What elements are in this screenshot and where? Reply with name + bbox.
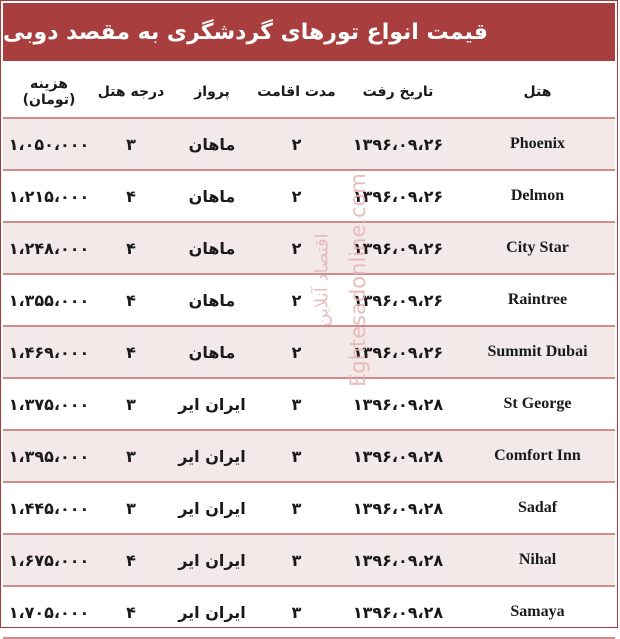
cell-stars: ۴: [95, 222, 167, 274]
cell-cost: ۱،۲۱۵،۰۰۰: [3, 170, 95, 222]
cell-stars: ۳: [95, 482, 167, 534]
cell-date: ۱۳۹۶،۰۹،۲۸: [336, 586, 460, 638]
cell-date: ۱۳۹۶،۰۹،۲۶: [336, 326, 460, 378]
table-row: [3, 378, 615, 430]
cell-stay: ۲: [257, 326, 336, 378]
cell-cost: ۱،۷۰۵،۰۰۰: [3, 586, 95, 638]
cell-stay: ۳: [257, 430, 336, 482]
cell-date: ۱۳۹۶،۰۹،۲۸: [336, 378, 460, 430]
cell-date: ۱۳۹۶،۰۹،۲۸: [336, 534, 460, 586]
cell-flight: ماهان: [167, 222, 257, 274]
cell-stay: ۲: [257, 274, 336, 326]
cell-cost: ۱،۳۷۵،۰۰۰: [3, 378, 95, 430]
watermark-english: Eghtesadonline.com: [346, 173, 370, 387]
cell-flight: ماهان: [167, 118, 257, 170]
cell-date: ۱۳۹۶،۰۹،۲۸: [336, 430, 460, 482]
cell-hotel: St George: [460, 378, 615, 430]
cell-hotel: Comfort Inn: [460, 430, 615, 482]
page-title: قیمت انواع تورهای گردشگری به مقصد دوبی: [3, 3, 615, 61]
cell-cost: ۱،۲۴۸،۰۰۰: [3, 222, 95, 274]
table-row: [3, 222, 615, 274]
price-table: [3, 67, 615, 639]
table-row: [3, 586, 615, 638]
cell-stay: ۳: [257, 534, 336, 586]
header-cost: هزینه (تومان): [3, 67, 95, 118]
cell-flight: ایران ایر: [167, 586, 257, 638]
header-hotel: هتل: [460, 67, 615, 118]
cell-stay: ۳: [257, 378, 336, 430]
table-row: [3, 482, 615, 534]
cell-stars: ۴: [95, 534, 167, 586]
cell-stars: ۳: [95, 378, 167, 430]
table-row: [3, 274, 615, 326]
cell-cost: ۱،۳۵۵،۰۰۰: [3, 274, 95, 326]
cell-date: ۱۳۹۶،۰۹،۲۶: [336, 118, 460, 170]
table-row: [3, 118, 615, 170]
header-flight: پرواز: [167, 67, 257, 118]
cell-cost: ۱،۶۷۵،۰۰۰: [3, 534, 95, 586]
cell-date: ۱۳۹۶،۰۹،۲۶: [336, 222, 460, 274]
cell-hotel: City Star: [460, 222, 615, 274]
cell-flight: ایران ایر: [167, 430, 257, 482]
cell-hotel: Raintree: [460, 274, 615, 326]
cell-hotel: Delmon: [460, 170, 615, 222]
table-row: [3, 170, 615, 222]
cell-cost: ۱،۳۹۵،۰۰۰: [3, 430, 95, 482]
cell-flight: ماهان: [167, 326, 257, 378]
cell-stars: ۴: [95, 326, 167, 378]
header-row: [3, 67, 615, 118]
table-row: [3, 326, 615, 378]
cell-date: ۱۳۹۶،۰۹،۲۶: [336, 170, 460, 222]
watermark-persian: اقتصاد آنلاین: [311, 233, 333, 327]
cell-date: ۱۳۹۶،۰۹،۲۸: [336, 482, 460, 534]
cell-date: ۱۳۹۶،۰۹،۲۶: [336, 274, 460, 326]
cell-stars: ۳: [95, 430, 167, 482]
cell-stay: ۲: [257, 118, 336, 170]
cell-stay: ۲: [257, 170, 336, 222]
table-row: [3, 430, 615, 482]
cell-stay: ۳: [257, 482, 336, 534]
header-stars: درجه هتل: [95, 67, 167, 118]
cell-stars: ۴: [95, 170, 167, 222]
cell-flight: ایران ایر: [167, 482, 257, 534]
cell-hotel: Phoenix: [460, 118, 615, 170]
cell-hotel: Sadaf: [460, 482, 615, 534]
header-date: تاریخ رفت: [336, 67, 460, 118]
cell-hotel: Samaya: [460, 586, 615, 638]
cell-flight: ماهان: [167, 274, 257, 326]
cell-hotel: Summit Dubai: [460, 326, 615, 378]
cell-stars: ۳: [95, 118, 167, 170]
cell-flight: ایران ایر: [167, 378, 257, 430]
table-row: [3, 534, 615, 586]
header-stay: مدت اقامت: [257, 67, 336, 118]
cell-stay: ۳: [257, 586, 336, 638]
cell-flight: ماهان: [167, 170, 257, 222]
cell-flight: ایران ایر: [167, 534, 257, 586]
cell-stars: ۴: [95, 274, 167, 326]
cell-cost: ۱،۴۴۵،۰۰۰: [3, 482, 95, 534]
cell-cost: ۱،۰۵۰،۰۰۰: [3, 118, 95, 170]
cell-cost: ۱،۴۶۹،۰۰۰: [3, 326, 95, 378]
cell-hotel: Nihal: [460, 534, 615, 586]
cell-stay: ۲: [257, 222, 336, 274]
cell-stars: ۴: [95, 586, 167, 638]
